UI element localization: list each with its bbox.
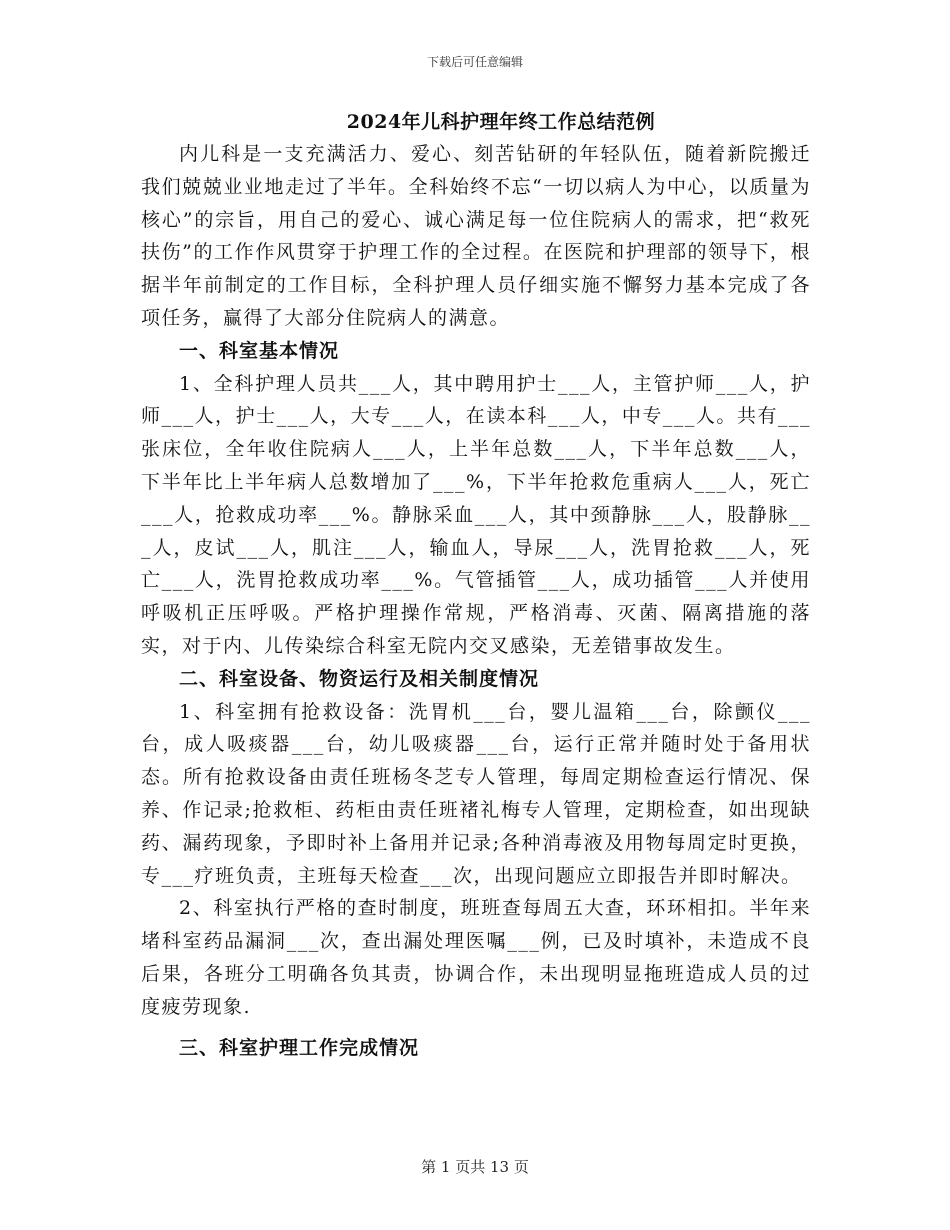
section-2-paragraph-2: 2、科室执行严格的查时制度，班班查每周五大查，环环相扣。半年来堵科室药品漏洞___次，查出漏处理医嘱___例，已及时填补，未造成不良后果，各班分工明确各负其责，协调合作，未出现明显拖班造成人员的过度疲劳现象. — [141, 897, 811, 1018]
section-2-heading: 二、科室设备、物资运行及相关制度情况 — [179, 667, 540, 690]
document-title: 2024年儿科护理年终工作总结范例 — [346, 111, 656, 133]
document-body — [141, 106, 811, 1064]
header-note: 下载后可任意编辑 — [426, 55, 523, 69]
section-3-heading: 三、科室护理工作完成情况 — [179, 1036, 420, 1059]
section-1-heading: 一、科室基本情况 — [179, 339, 340, 362]
intro-paragraph: 内儿科是一支充满活力、爱心、刻苦钻研的年轻队伍，随着新院搬迁我们兢兢业业地走过了半年。全科始终不忘“一切以病人为中心，以质量为核心”的宗旨，用自己的爱心、诚心满足每一位住院病人的需求，把“救死扶伤”的工作作风贯穿于护理工作的全过程。在医院和护理部的领导下，根据半年前制定的工作目标，全科护理人员仔细实施不懈努力基本完成了各项任务，赢得了大部分住院病人的满意。 — [141, 143, 811, 329]
section-2-paragraph-1: 1、科室拥有抢救设备：洗胃机___台，婴儿温箱___台，除颤仪___台，成人吸痰器___台，幼儿吸痰器___台，运行正常并随时处于备用状态。所有抢救设备由责任班杨冬芝专人管理，每周定期检查运行情况、保养、作记录;抢救柜、药柜由责任班褚礼梅专人管理，定期检查，如出现缺药、漏药现象，予即时补上备用并记录;各种消毒液及用物每周定时更换，专___疗班负责，主班每天检查___次，出现问题应立即报告并即时解决。 — [141, 700, 811, 887]
page-footer: 第 1 页共 13 页 — [421, 1158, 529, 1176]
section-1-paragraph-1: 1、全科护理人员共___人，其中聘用护士___人，主管护师___人，护师___人，护士___人，大专___人，在读本科___人，中专___人。共有___张床位，全年收住院病人___人，上半年总数___人，下半年总数___人，下半年比上半年病人总数增加了___%，下半年抢救危重病人___人，死亡___人，抢救成功率___%。静脉采血___人，其中颈静脉___人，股静脉___人，皮试___人，肌注___人，输血人，导尿___人，洗胃抢救___人，死亡___人，洗胃抢救成功率___%。气管插管___人，成功插管___人并使用呼吸机正压呼吸。严格护理操作常规，严格消毒、灭菌、隔离措施的落实，对于内、儿传染综合科室无院内交叉感染，无差错事故发生。 — [141, 372, 811, 657]
